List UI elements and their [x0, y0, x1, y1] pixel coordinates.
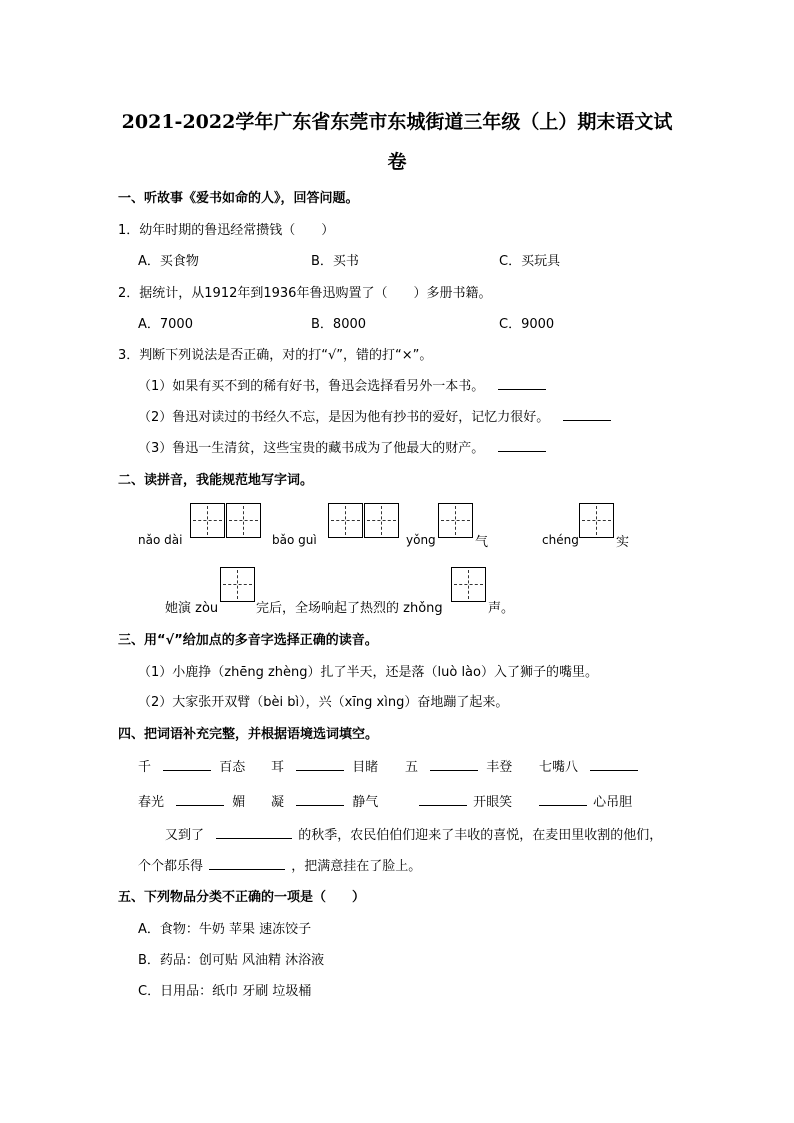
sentence-part-2: 完后，全场响起了热烈的 zhǒng	[256, 601, 443, 616]
writing-grid-cheng[interactable]	[579, 503, 615, 538]
idiom-3-blank[interactable]	[430, 757, 478, 771]
idiom-2-prefix: 耳	[271, 760, 285, 775]
section-3-heading: 三、用“√”给加点的多音字选择正确的读音。	[118, 633, 378, 648]
writing-grid-zhong[interactable]	[451, 567, 487, 602]
q1-option-c: C．买玩具	[499, 254, 561, 269]
idiom-2	[271, 756, 378, 775]
writing-grid-zou[interactable]	[220, 567, 256, 602]
fill-paragraph-text-2: 的秋季，农民伯伯们迎来了丰收的喜悦，在麦田里收割的他们，	[298, 828, 663, 843]
s3-question-1: （1）小鹿挣（zhēng zhèng）扎了半天，还是落（luò lào）入了狮子的嘴里。	[138, 665, 598, 680]
idiom-4	[539, 756, 638, 775]
pinyin-cheng: chéng	[542, 533, 579, 547]
idiom-5	[138, 791, 245, 810]
idiom-7-blank[interactable]	[419, 792, 467, 806]
word-suffix-qi: 气	[475, 535, 489, 550]
sentence-part-1: 她演 zòu	[165, 601, 219, 616]
pinyin-baogui: bǎo guì	[272, 533, 317, 547]
idiom-3-prefix: 五	[405, 760, 419, 775]
idiom-4-prefix: 七嘴八	[539, 760, 579, 775]
idiom-8-suffix: 心吊胆	[593, 795, 633, 810]
q3-answer-blank-3[interactable]	[498, 438, 546, 452]
question-3: 3．判断下列说法是否正确，对的打“√”，错的打“×”。	[118, 348, 433, 363]
writing-cell[interactable]	[451, 567, 486, 602]
fill-paragraph-text-1: 又到了	[165, 828, 205, 843]
idiom-6	[271, 791, 378, 810]
q1-option-b: B．买书	[311, 254, 359, 269]
idiom-7-suffix: 开眼笑	[473, 795, 513, 810]
question-1: 1．幼年时期的鲁迅经常攒钱（ ）	[118, 223, 335, 238]
writing-grid-baogui[interactable]	[328, 503, 400, 538]
s3-question-2: （2）大家张开双臂（bèi bì），兴（xīng xìng）奋地蹦了起来。	[138, 695, 509, 710]
q3-statement-3	[138, 437, 546, 456]
idiom-6-prefix: 凝	[271, 795, 285, 810]
writing-grid-naodai[interactable]	[190, 503, 262, 538]
q1-option-a: A．买食物	[138, 254, 199, 269]
title-line-2: 卷	[387, 151, 407, 173]
writing-cell[interactable]	[328, 503, 363, 538]
idiom-3-suffix: 丰登	[486, 760, 513, 775]
sentence-part-3: 声。	[488, 601, 515, 616]
idiom-5-suffix: 媚	[232, 795, 246, 810]
q2-option-b: B．8000	[311, 317, 367, 332]
idiom-6-blank[interactable]	[296, 792, 344, 806]
q3-statement-1-text: （1）如果有买不到的稀有好书，鲁迅会选择看另外一本书。	[138, 379, 485, 394]
q3-statement-3-text: （3）鲁迅一生清贫，这些宝贵的藏书成为了他最大的财产。	[138, 441, 485, 456]
writing-cell[interactable]	[220, 567, 255, 602]
fill-paragraph-line-1	[165, 824, 662, 843]
q2-option-a: A．7000	[138, 317, 193, 332]
idiom-2-blank[interactable]	[296, 757, 344, 771]
writing-cell[interactable]	[579, 503, 614, 538]
idiom-7	[419, 791, 512, 810]
idiom-1	[138, 756, 245, 775]
idiom-2-suffix: 目睹	[352, 760, 379, 775]
section-4-heading: 四、把词语补充完整，并根据语境选词填空。	[118, 727, 379, 742]
question-2: 2．据统计，从1912年到1936年鲁迅购置了（ ）多册书籍。	[118, 286, 492, 301]
idiom-4-blank[interactable]	[590, 757, 638, 771]
writing-cell[interactable]	[364, 503, 399, 538]
writing-cell[interactable]	[226, 503, 261, 538]
q3-answer-blank-2[interactable]	[563, 407, 611, 421]
section-1-heading: 一、听故事《爱书如命的人》，回答问题。	[118, 191, 359, 206]
s5-option-b: B．药品：创可贴 风油精 沐浴液	[138, 953, 325, 968]
idiom-5-prefix: 春光	[138, 795, 165, 810]
fill-paragraph-text-3: 个个都乐得	[138, 859, 204, 874]
pinyin-naodai: nǎo dài	[138, 533, 183, 547]
title-line-1: 2021-2022学年广东省东莞市东城街道三年级（上）期末语文试	[121, 111, 673, 133]
idiom-3	[405, 756, 512, 775]
idiom-6-suffix: 静气	[352, 795, 379, 810]
q3-statement-2	[138, 406, 611, 425]
pinyin-yong: yǒng	[406, 533, 436, 547]
q3-answer-blank-1[interactable]	[498, 376, 546, 390]
idiom-1-prefix: 千	[138, 760, 152, 775]
writing-cell[interactable]	[438, 503, 473, 538]
idiom-8-blank[interactable]	[539, 792, 587, 806]
fill-paragraph-blank-2[interactable]	[209, 856, 285, 870]
idiom-5-blank[interactable]	[176, 792, 224, 806]
section-5-heading: 五、下列物品分类不正确的一项是（ ）	[118, 890, 366, 905]
fill-paragraph-line-2	[138, 855, 421, 874]
q3-statement-2-text: （2）鲁迅对读过的书经久不忘，是因为他有抄书的爱好，记忆力很好。	[138, 410, 550, 425]
s5-option-a: A．食物：牛奶 苹果 速冻饺子	[138, 922, 312, 937]
writing-grid-yong[interactable]	[438, 503, 474, 538]
fill-paragraph-text-4: ，把满意挂在了脸上。	[291, 859, 422, 874]
writing-cell[interactable]	[190, 503, 225, 538]
section-2-heading: 二、读拼音，我能规范地写字词。	[118, 473, 314, 488]
q3-statement-1	[138, 375, 546, 394]
fill-paragraph-blank-1[interactable]	[216, 825, 292, 839]
idiom-1-suffix: 百态	[219, 760, 246, 775]
s5-option-c: C．日用品：纸巾 牙刷 垃圾桶	[138, 984, 312, 999]
idiom-1-blank[interactable]	[163, 757, 211, 771]
word-suffix-shi: 实	[616, 535, 630, 550]
q2-option-c: C．9000	[499, 317, 555, 332]
idiom-8	[539, 791, 632, 810]
